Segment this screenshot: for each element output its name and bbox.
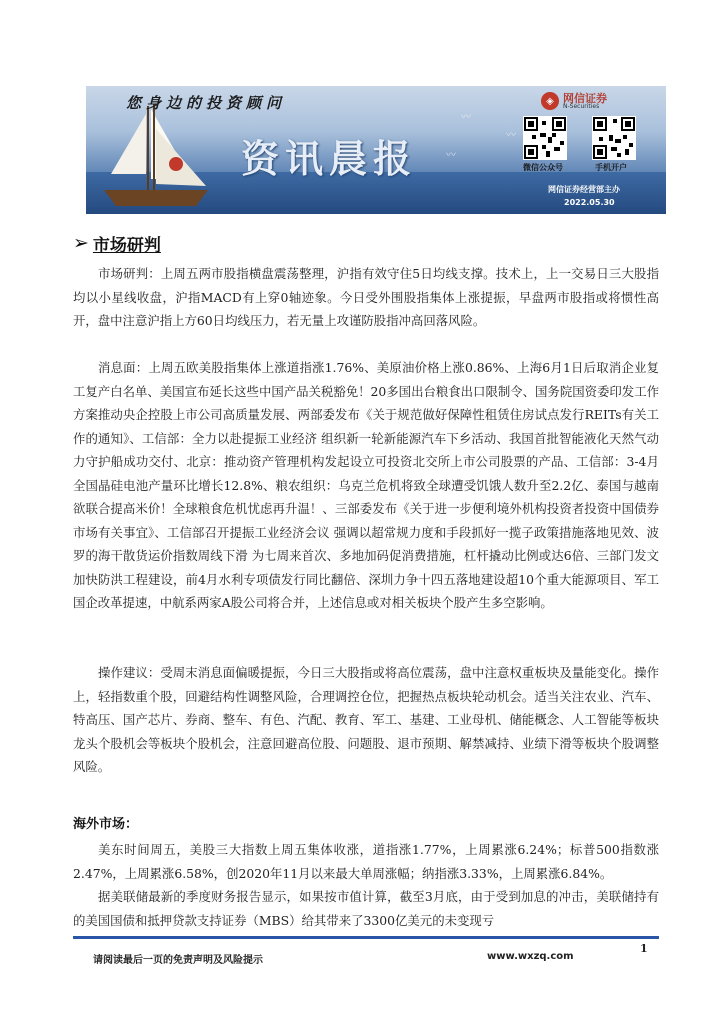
account-qr-code[interactable] (592, 116, 636, 160)
us-stocks-paragraph: 美东时间周五，美股三大指数上周五集体收涨，道指涨1.77%，上周累涨6.24%；标普500指数涨2.47%，上周累涨6.58%，创2020年11月以来最大单周涨幅；纳指涨3.33%，上周累涨6.84%。 (73, 842, 659, 881)
seagull-icon: 〰 (446, 150, 456, 161)
wechat-qr-label: 微信公众号 (523, 163, 563, 172)
footer-divider (73, 936, 659, 939)
report-date: 2022.05.30 (564, 198, 615, 207)
header-banner (86, 86, 666, 214)
section-heading (73, 231, 161, 256)
account-qr-label: 手机开户 (595, 163, 627, 172)
wechat-qr-code[interactable] (523, 116, 567, 160)
disclaimer-note[interactable]: 请阅读最后一页的免责声明及风险提示 (93, 955, 263, 966)
company-logo (541, 92, 607, 110)
banner-title: 资讯晨报 (241, 137, 418, 181)
advice-paragraph: 操作建议：受周末消息面偏暖提振，今日三大股指或将高位震荡，盘中注意权重板块及量能变化。操作上，轻指数重个股，回避结构性调整风险，合理调控仓位，把握热点板块轮动机会。适当关注农业、汽车、特高压、国产芯片、券商、整车、有色、汽配、教育、军工、基建、工业母机、储能概念、人工智能等板块龙头个股机会等板块个股机会，注意回避高位股、问题股、退市预期、解禁减持、业绩下滑等板块个股调整风险。 (73, 665, 659, 774)
banner-slogan: 您身边的投资顾问 (126, 94, 287, 112)
arrow-bullet-icon: ➢ (73, 232, 89, 254)
logo-english: N-Securities (563, 102, 600, 110)
banner-host: 网信证券经营部主办 (548, 185, 620, 194)
logo-icon: ◈ (541, 92, 559, 110)
fed-paragraph: 据美联储最新的季度财务报告显示，如果按市值计算，截至3月底，由于受到加息的冲击，美联储持有的美国国债和抵押贷款支持证券（MBS）给其带来了3300亿美元的未变现亏 (73, 889, 659, 928)
seagull-icon: 〰 (461, 112, 471, 123)
website-link[interactable]: www.wxzq.com (487, 951, 574, 962)
seagull-icon: 〰 (506, 130, 516, 141)
overseas-heading: 海外市场： (73, 817, 139, 832)
section-title: 市场研判 (92, 236, 161, 256)
page-number: 1 (640, 942, 648, 955)
sailing-ship-icon (96, 104, 216, 214)
market-analysis-paragraph: 市场研判：上周五两市股指横盘震荡整理，沪指有效守住5日均线支撑。技术上，上一交易日三大股指均以小星线收盘，沪指MACD有上穿0轴迹象。今日受外围股指集体上涨提振，早盘两市股指或将惯性高开，盘中注意沪指上方60日均线压力，若无量上攻谨防股指冲高回落风险。 (73, 266, 659, 328)
report-body (73, 262, 659, 932)
news-paragraph: 消息面：上周五欧美股指集体上涨道指涨1.76%、美原油价格上涨0.86%、上海6月1日后取消企业复工复产白名单、美国宣布延长这些中国产品关税豁免！20多国出台粮食出口限制令、国务院国资委印发工作方案推动央企控股上市公司高质量发展、两部委发布《关于规范做好保障性租赁住房试点发行REITs有关工作的通知》、工信部：全力以赴提振工业经济 组织新一轮新能源汽车下乡活动、我国首批智能液化天然气动力守护船成功交付、北京：推动资产管理机构发起设立可投资北交所上市公司股票的产品、工信部：3-4月全国晶硅电池产量环比增长12.8%、粮农组织：乌克兰危机将致全球遭受饥饿人数升至2.2亿、泰国与越南欲联合提高米价！全球粮食危机忧虑再升温！、三部委发布《关于进一步便利境外机构投资者投资中国债券市场有关事宜》、工信部召开提振工业经济会议 强调以超常规力度和手段抓好一揽子政策措施落地见效、波罗的海干散货运价指数周线下滑 为七周来首次、多地加码促消费措施，杠杆撬动比例或达6倍、三部门发文加快防洪工程建设，前4月水利专项债发行同比翻倍、深圳力争十四五落地建设超10个重大能源项目、军工国企改革提速，中航系两家A股公司将合并，上述信息或对相关板块个股产生多空影响。 (73, 360, 659, 610)
logo-name: 网信证券 (563, 91, 607, 105)
